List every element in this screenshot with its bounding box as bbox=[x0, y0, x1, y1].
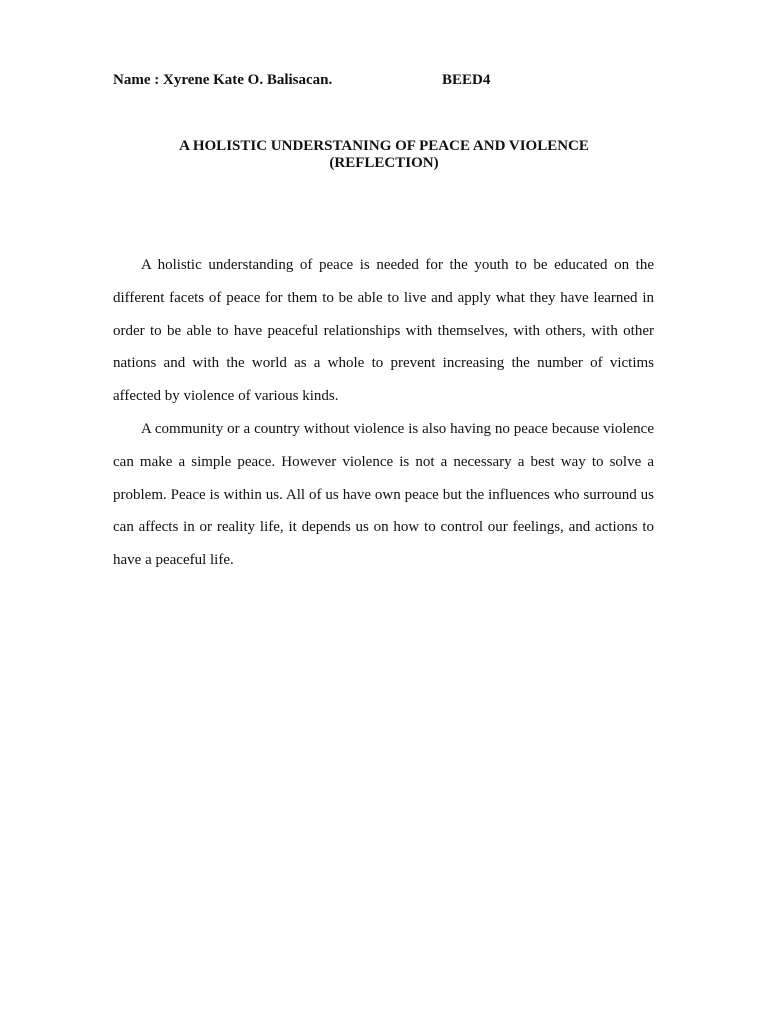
title-line-1: A HOLISTIC UNDERSTANING OF PEACE AND VIOLENCE bbox=[179, 138, 589, 154]
student-header bbox=[113, 72, 673, 89]
paragraph-2: A community or a country without violence is also having no peace because violence can make a simple peace. However violence is not a necessary a best way to solve a problem. Peace is within us. All of us have own peace but the influences who surround us can affects in or reality life, it depends us on how to control our feelings, and actions to have a peaceful life. bbox=[113, 420, 654, 569]
title-line-2: (REFLECTION) bbox=[329, 155, 439, 171]
paragraph-1: A holistic understanding of peace is needed for the youth to be educated on the different facets of peace for them to be able to live and apply what they have learned in order to be able to have peaceful relationships with themselves, with others, with other nations and with the world as a whole to prevent increasing the number of victims affected by violence of various kinds. bbox=[113, 257, 654, 405]
document-title bbox=[100, 138, 668, 172]
reflection-body bbox=[113, 249, 654, 577]
course-code: BEED4 bbox=[442, 72, 491, 88]
student-name: Name : Xyrene Kate O. Balisacan. bbox=[113, 72, 333, 88]
